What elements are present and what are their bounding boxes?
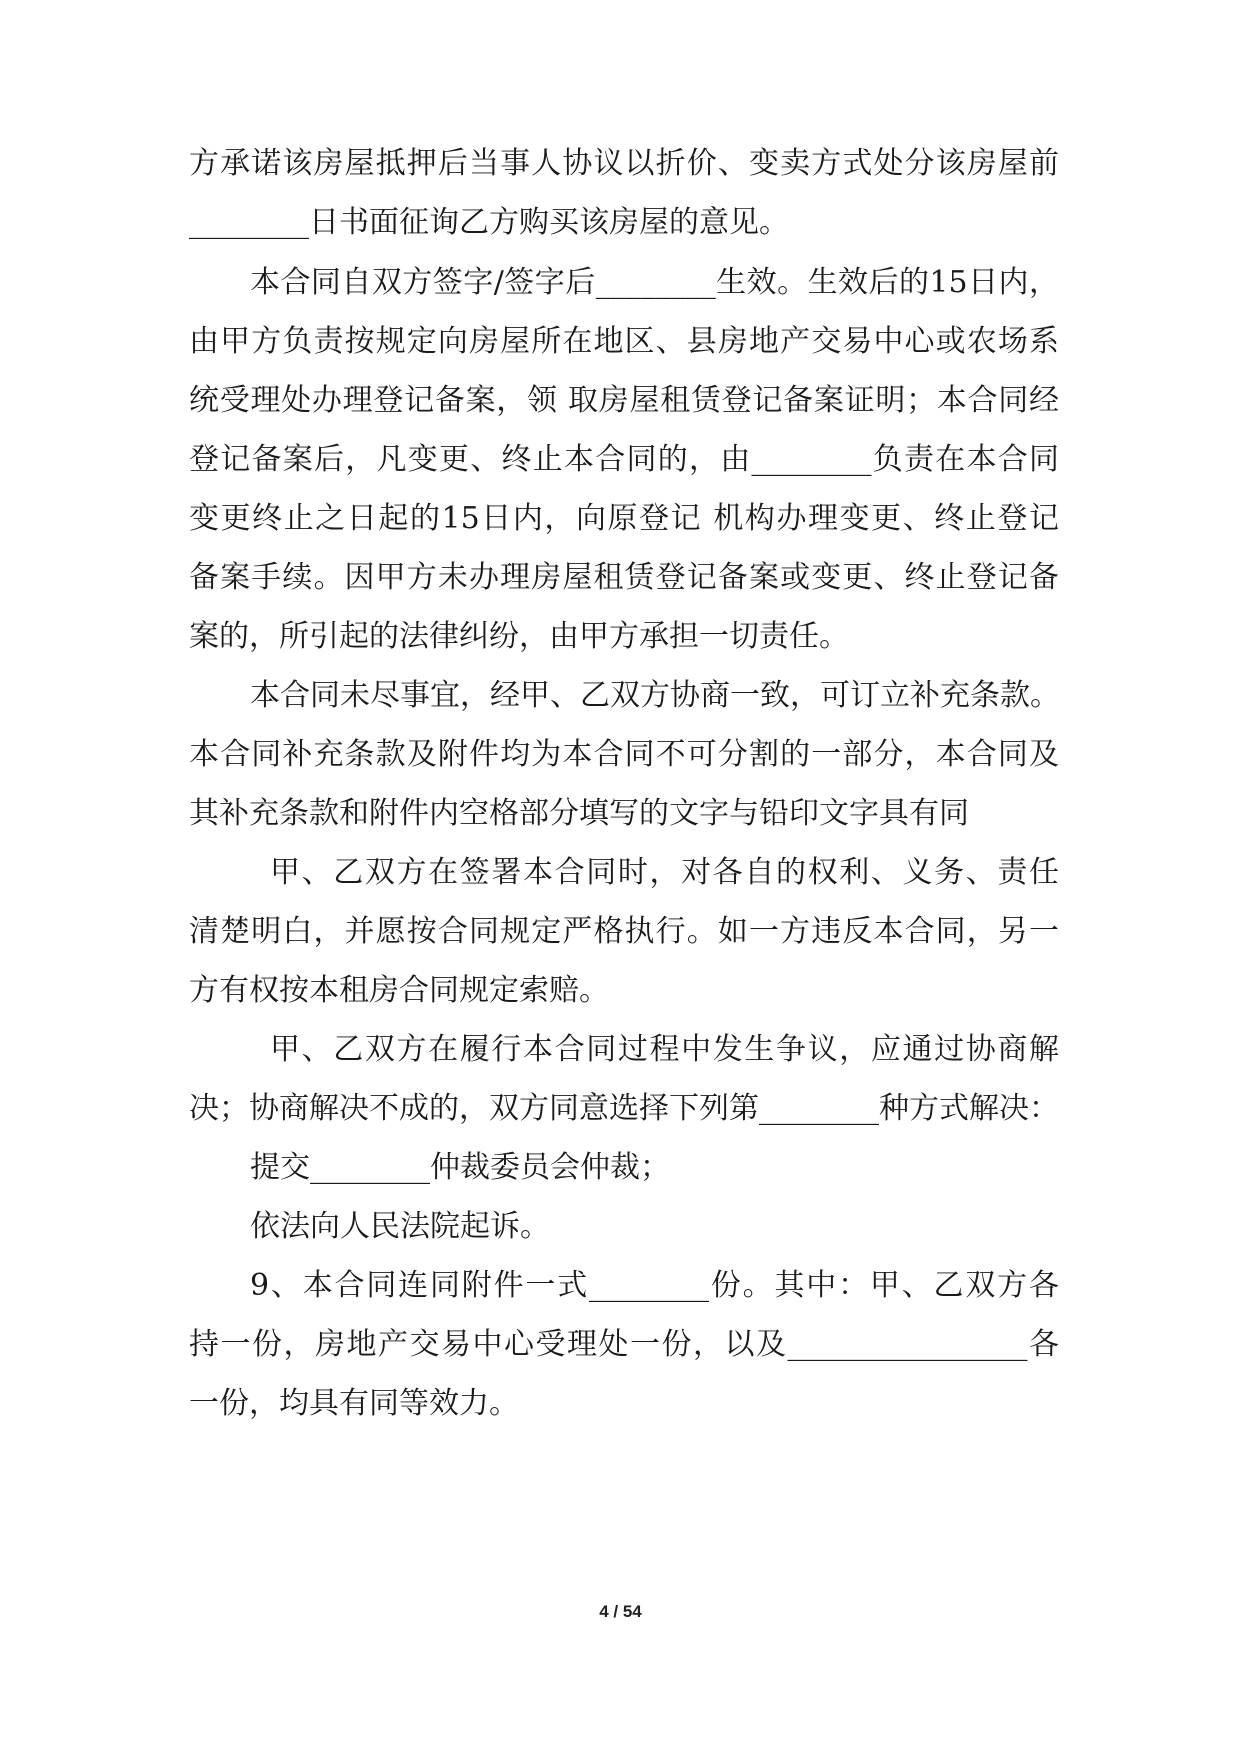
text-line-12: 其补充条款和附件内空格部分填写的文字与铅印文字具有同 [189, 796, 969, 831]
text-line-10: 本合同未尽事宜，经甲、乙双方协商一致，可订立补充条款。 [250, 678, 1060, 713]
text-line-16: 甲、乙双方在履行本合同过程中发生争议，应通过协商解 [270, 1032, 1059, 1067]
text-line-5: 统受理处办理登记备案，领 取房屋租赁登记备案证明；本合同经 [189, 383, 1059, 418]
text-line-2: ________日书面征询乙方购买该房屋的意见。 [189, 205, 789, 240]
text-line-15: 方有权按本租房合同规定索赔。 [189, 973, 609, 1008]
text-line-1: 方承诺该房屋抵押后当事人协议以折价、变卖方式处分该房屋前 [189, 146, 1059, 181]
text-line-13: 甲、乙双方在签署本合同时，对各自的权利、义务、责任 [270, 855, 1059, 890]
text-line-19: 依法向人民法院起诉。 [250, 1209, 550, 1244]
text-line-6: 登记备案后，凡变更、终止本合同的，由________负责在本合同 [189, 442, 1059, 477]
text-line-18: 提交________仲裁委员会仲裁； [250, 1150, 670, 1185]
text-line-9: 案的，所引起的法律纠纷，由甲方承担一切责任。 [189, 619, 849, 654]
text-line-14: 清楚明白，并愿按合同规定严格执行。如一方违反本合同，另一 [189, 914, 1059, 949]
page-number: 4 / 54 [599, 1602, 642, 1621]
text-line-3: 本合同自双方签字/签字后________生效。生效后的15日内， [250, 265, 1059, 300]
text-line-20: 9、本合同连同附件一式________份。其中：甲、乙双方各 [250, 1268, 1059, 1303]
text-line-22: 一份，均具有同等效力。 [189, 1386, 519, 1421]
text-line-8: 备案手续。因甲方未办理房屋租赁登记备案或变更、终止登记备 [189, 560, 1059, 595]
text-line-11: 本合同补充条款及附件均为本合同不可分割的一部分，本合同及 [189, 737, 1059, 772]
text-line-17: 决；协商解决不成的，双方同意选择下列第________种方式解决： [189, 1091, 1059, 1126]
text-line-4: 由甲方负责按规定向房屋所在地区、县房地产交易中心或农场系 [189, 324, 1059, 359]
text-line-21: 持一份，房地产交易中心受理处一份，以及________________各 [189, 1327, 1059, 1362]
text-line-7: 变更终止之日起的15日内，向原登记 机构办理变更、终止登记 [189, 501, 1059, 536]
